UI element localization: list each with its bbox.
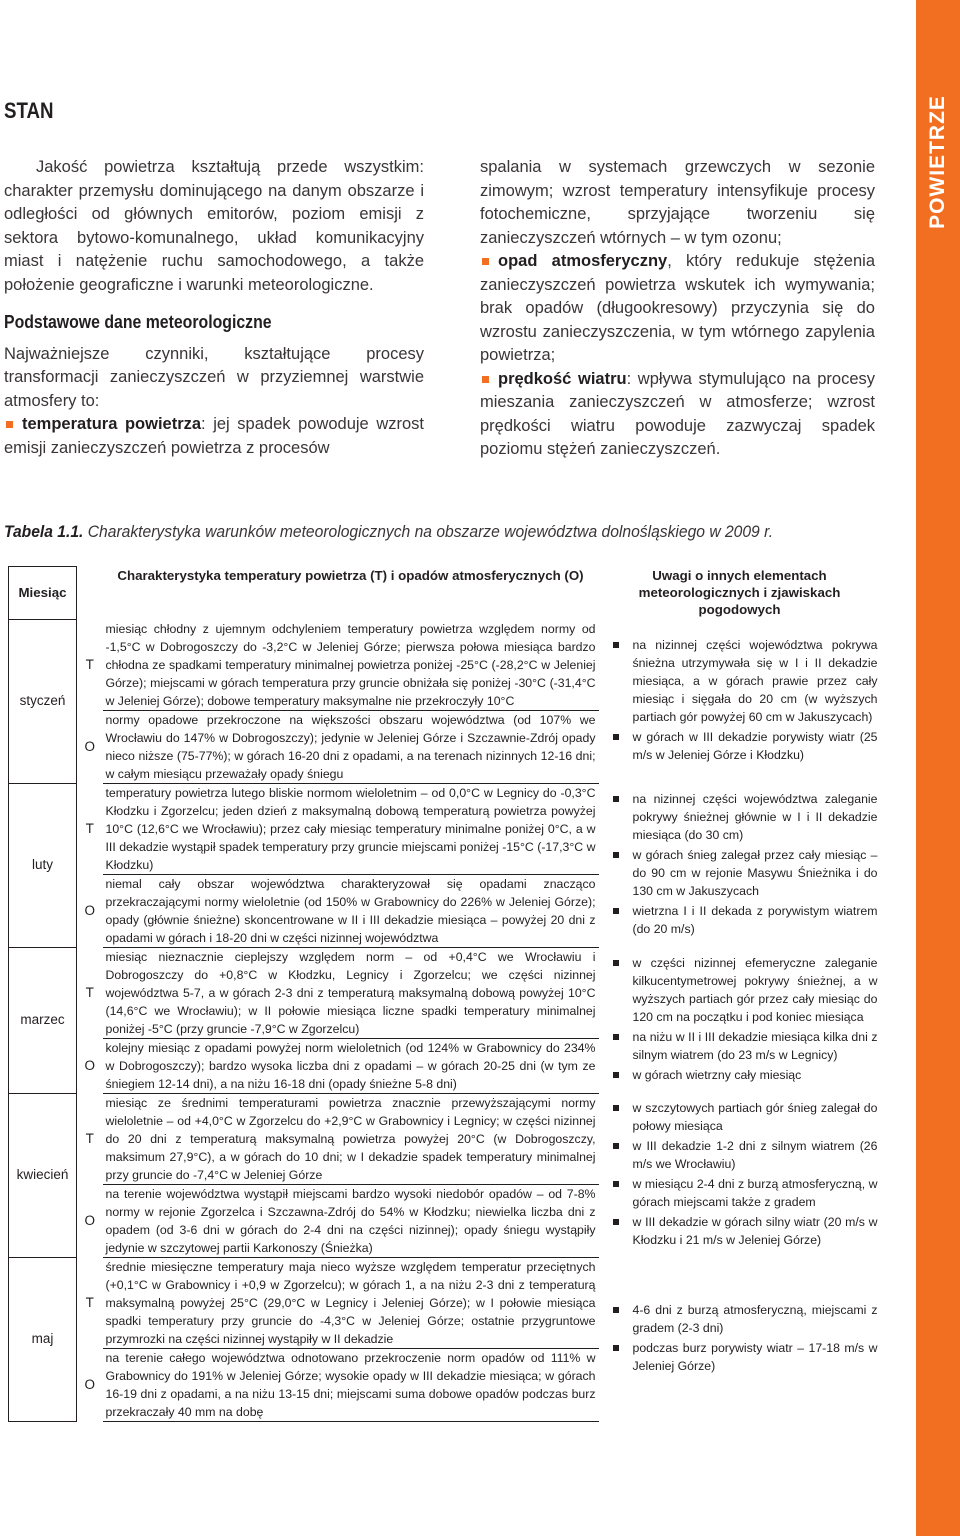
month-cell: maj — [9, 1257, 77, 1421]
precipitation-description: niemal cały obszar województwa charakteryzował się opadami znacząco przekraczającymi normy wieloletnie (od 150% w Grabownicy do 226% w Jeleniej Górze); opady (głównie śnieżne) skoncentrowane w II i III dekadzie miesiąca – powyżej 20 dni z opadami w górach i 18-20 dni w części nizinnej województwa — [103, 874, 599, 947]
continuation-paragraph: spalania w systemach grzewczych w sezonie zimowym; wzrost temperatury intensyfikuje procesy fotochemiczne, sprzyjające tworzeniu się zanieczyszczeń wtórnych – w tym ozonu; — [480, 158, 875, 247]
precipitation-description: kolejny miesiąc z opadami powyżej norm wieloletnich (od 124% w Grabownicy do 234% w Dobrogoszczy); bardzo wysoka liczba dni z opadami – w górach 20-25 dni (w tym ze śniegiem 12-14 dni), a na niżu 16-18 dni (opady śnieżne 5-8 dni) — [103, 1038, 599, 1093]
temperature-description: miesiąc chłodny z ujemnym odchyleniem temperatury powietrza względem normy od -1,5°C w Dobrogoszczy do -3,2°C w Jeleniej Górze; pierwsza połowa miesiąca bardzo chłodna ze spadkami temperatury minimalnej powietrza poniżej -25°C (-28,2°C w Jeleniej Górze); miejscami w górach temperatura przy gruncie obniżała się poniżej -30°C (-31,4°C w Jeleniej Górze); dobowe temperatury maksymalne nie przekroczyły 10°C — [103, 620, 599, 711]
header-characteristics: Charakterystyka temperatury powietrza (T) i opadów atmosferycznych (O) — [117, 567, 584, 583]
notes-cell — [599, 1257, 881, 1421]
temperature-description: średnie miesięczne temperatury maja nieco wyższe względem temperatur przeciętnych (+0,1°C w Grabownicy i +0,9 w Zgorzelcu); w górach 1, a na niżu 2-3 dni z temperaturą maksymalną powyżej 25°C (29,0°C w Legnicy i Jeleniej Górze); w I połowie miesiąca spadki temperatury przy gruncie do -4,3°C w Jeleniej Górze; ostatnie przygruntowe przymrozki na części nizinnej wystąpiły w II dekadzie — [103, 1257, 599, 1348]
temperature-description: temperatury powietrza lutego bliskie normom wieloletnim – od 0,0°C w Legnicy do -0,3°C Kłodzku i Zgorzelcu; jeden dzień z maksymalną dobową temperaturą powietrza powyżej 10°C (12,6°C we Wrocławiu); przez cały miesiąc temperatury minimalne poniżej 0°C, a w III dekadzie wystąpił spadek temperatury przy gruncie miejscami poniżej -15°C (-17,3°C w Kłodzku) — [103, 783, 599, 874]
note-item: 4-6 dni z burzą atmosferyczną, miejscami z gradem (2-3 dni) — [611, 1301, 878, 1337]
notes-cell — [599, 783, 881, 947]
lead-paragraph: Najważniejsze czynniki, kształtujące procesy transformacji zanieczyszczeń w przyziemnej warstwie atmosfery to: — [4, 344, 424, 410]
note-item: w III dekadzie 1-2 dni z silnym wiatrem (26 m/s we Wrocławiu) — [611, 1137, 878, 1173]
sidebar-label: POWIETRZE — [926, 95, 949, 229]
caption-text: Charakterystyka warunków meteorologicznych na obszarze województwa dolnośląskiego w 2009 r. — [87, 522, 774, 541]
precipitation-marker: O — [84, 1057, 95, 1073]
table-header-row — [9, 567, 881, 620]
sidebar-label-wrap — [916, 82, 960, 242]
note-item: w III dekadzie w górach silny wiatr (20 m/s w Kłodzku i 21 m/s w Jeleniej Górze) — [611, 1213, 878, 1249]
precipitation-marker: O — [84, 1376, 95, 1392]
bullet-wind-term: prędkość wiatru — [498, 369, 627, 388]
temperature-marker: T — [85, 656, 94, 672]
table-row — [9, 947, 881, 1038]
table-caption — [4, 522, 832, 542]
caption-label: Tabela 1.1. — [4, 522, 84, 541]
section-title: STAN — [4, 98, 54, 123]
bullet-temperature-text: : jej spadek powoduje wzrost emisji zanieczyszczeń powietrza z procesów — [4, 415, 424, 457]
bullet-wind — [480, 368, 875, 462]
table-body — [9, 620, 881, 1422]
note-item: w górach w III dekadzie porywisty wiatr (25 m/s w Jeleniej Górze i Kłodzku) — [611, 728, 878, 764]
header-notes: Uwagi o innych elementach meteorologicznych i zjawiskach pogodowych — [638, 567, 841, 617]
temperature-marker: T — [85, 1294, 94, 1310]
bullet-precipitation-term: opad atmosferyczny — [498, 252, 668, 270]
notes-cell — [599, 1093, 881, 1257]
note-item: na nizinnej części województwa pokrywa śnieżna utrzymywała się w I i II dekadzie miesiąca, a w górach prawie przez cały miesiąc i sięgała do 20 cm (w wyższych partiach gór powyżej 60 cm w Jakuszycach) — [611, 636, 878, 726]
bullet-temperature — [4, 413, 424, 460]
month-cell: styczeń — [9, 620, 77, 784]
precipitation-description: normy opadowe przekroczone na większości obszaru województwa (od 107% we Wrocławiu do 147% w Dobrogoszczy); jedynie w Jeleniej Górze i Szczawnie-Zdrój opady nieco niższe (75-77%); w górach 16-20 dni z opadami, a na terenach nizinnych 12-16 dni; w całym miesiącu przeważały opady śniegu — [103, 710, 599, 783]
precipitation-marker: O — [84, 1212, 95, 1228]
table-row — [9, 620, 881, 711]
bullet-wind-text: : wpływa stymulująco na procesy mieszania zanieczyszczeń w atmosferze; wzrost prędkości wiatru powoduje zazwyczaj spadek poziomu stężeń zanieczyszczeń. — [480, 369, 875, 458]
note-item: wietrzna I i II dekada z porywistym wiatrem (do 20 m/s) — [611, 902, 878, 938]
right-text-column — [480, 156, 875, 462]
note-item: na niżu w II i III dekadzie miesiąca kilka dni z silnym wiatrem (do 23 m/s w Legnicy) — [611, 1028, 878, 1064]
meteorology-table — [8, 566, 881, 1422]
temperature-marker: T — [85, 984, 94, 1000]
precipitation-marker: O — [84, 902, 95, 918]
intro-paragraph: Jakość powietrza kształtują przede wszystkim: charakter przemysłu dominującego na danym obszarze i odległości od głównych emitorów, poziom emisji z sektora bytowo-komunalnego, układ komunikacyjny miast i natężenie ruchu samochodowego, a także położenie geograficzne i warunki meteorologiczne. — [4, 158, 424, 294]
section-sidebar — [916, 0, 960, 1536]
bullet-precipitation-text: , który redukuje stężenia zanieczyszczeń powietrza wskutek ich wymywania; brak opadów (długookresowy) przyczynia się do wzrostu zanieczyszczenia, w tym wtórnego zapylenia powietrza; — [480, 252, 876, 364]
note-item: w miesiącu 2-4 dni z burzą atmosferyczną, w górach miejscami także z gradem — [611, 1175, 878, 1211]
temperature-description: miesiąc nieznacznie cieplejszy względem norm – od +0,4°C we Wrocławiu i Dobrogoszczy do +0,8°C w Kłodzku, Legnicy i Zgorzelcu; we części nizinnej województwa 5-7, a w górach 2-3 dni z temperaturą maksymalną dobową powyżej 10°C (14,6°C we Wrocławiu); w II połowie miesiąca liczne spadki temperatury minimalnej poniżej -5°C (przy gruncie -7,9°C w Zgorzelcu) — [103, 947, 599, 1038]
note-item: podczas burz porywisty wiatr – 17-18 m/s w Jeleniej Górze) — [611, 1339, 878, 1375]
precipitation-description: na terenie województwa wystąpił miejscami bardzo wysoki niedobór opadów – od 7-8% normy w rejonie Zgorzelca i Szczawna-Zdrój do 54% w Kłodzku; niewielka liczba dni z opadem (od 3-6 dni w górach do 2-4 dni na części nizinnej); opady śniegu wystąpiły jedynie w szczytowej partii Karkonoszy (Śnieżka) — [103, 1184, 599, 1257]
precipitation-description: na terenie całego województwa odnotowano przekroczenie norm opadów od 111% w Grabownicy do 191% w Jeleniej Górze; wysokie opady w III dekadzie miesiąca; w górach 16-19 dni z opadami, a na niżu 13-15 dni; miejscami suma dobowe opadów podczas burz przekraczały 40 mm na dobę — [103, 1348, 599, 1421]
note-item: w górach śnieg zalegał przez cały miesiąc – do 90 cm w rejonie Masywu Śnieżnika i do 130 cm w Jakuszycach — [611, 846, 878, 900]
note-item: w górach wietrzny cały miesiąc — [611, 1066, 878, 1084]
month-cell: luty — [9, 783, 77, 947]
bullet-precipitation — [480, 250, 875, 368]
temperature-marker: T — [85, 1130, 94, 1146]
month-cell: kwiecień — [9, 1093, 77, 1257]
left-text-column — [4, 156, 424, 460]
temperature-marker: T — [85, 820, 94, 836]
note-item: w części nizinnej efemeryczne zaleganie kilkucentymetrowej pokrywy śnieżnej, a w wyższych partiach gór przez cały miesiąc do 120 cm na początku i pod koniec miesiąca — [611, 954, 878, 1026]
table-row — [9, 783, 881, 874]
notes-cell — [599, 620, 881, 784]
header-month: Miesiąc — [9, 567, 77, 620]
note-item: w szczytowych partiach gór śnieg zalegał do połowy miesiąca — [611, 1099, 878, 1135]
table-row — [9, 1257, 881, 1348]
subheading: Podstawowe dane meteorologiczne — [4, 312, 272, 332]
table-row — [9, 1093, 881, 1184]
bullet-temperature-term: temperatura powietrza — [22, 415, 202, 433]
header-spacer — [77, 567, 103, 620]
month-cell: marzec — [9, 947, 77, 1093]
precipitation-marker: O — [84, 738, 95, 754]
notes-cell — [599, 947, 881, 1093]
note-item: na nizinnej części województwa zaleganie pokrywy śnieżnej głównie w I i II dekadzie miesiąca (do 30 cm) — [611, 790, 878, 844]
temperature-description: miesiąc ze średnimi temperaturami powietrza znacznie przewyższającymi normy wieloletnie – od +4,0°C w Zgorzelcu do +2,9°C w Grabownicy i Legnicy; w części nizinnej do 20 dni z temperaturą maksymalną powietrza powyżej 20°C (w Dobrogoszczy, maksimum 27,9°C), a w górach do 10 dni; w I dekadzie spadek temperatury minimalnej przy gruncie do -7,4°C w Jeleniej Górze — [103, 1093, 599, 1184]
